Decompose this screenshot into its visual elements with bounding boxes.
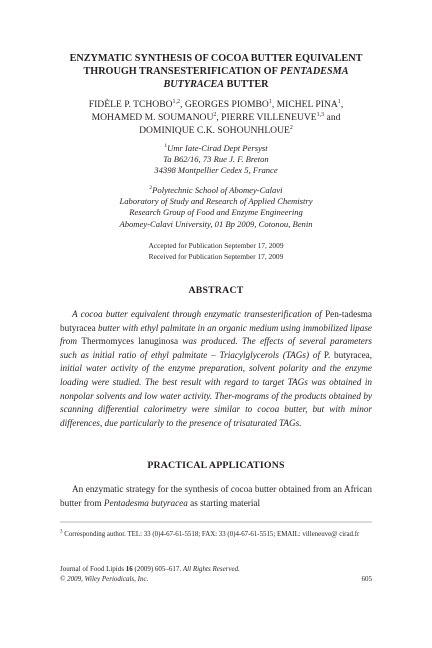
affiliation-line: 34398 Montpellier Cedex 5, France (154, 165, 278, 176)
author-line-2 (56, 112, 376, 125)
affiliation-line: Laboratory of Study and Research of Applied Chemistry (119, 196, 313, 207)
received-date: Received for Publication September 17, 2009 (148, 251, 284, 261)
author-affiliation-mark: 2 (289, 124, 293, 131)
author-separator: , (216, 111, 222, 123)
copyright-line (60, 575, 372, 585)
abstract-species-epithet: butyracea (60, 322, 96, 333)
author-affiliation-mark: 1 (268, 98, 272, 105)
practical-applications-paragraph (60, 483, 372, 510)
title-line-3 (56, 78, 376, 91)
affiliation-mark: 2 (149, 185, 153, 192)
practical-text-1: An enzymatic strategy for the synthesis of cocoa butter obtained from an African butter from (60, 484, 372, 508)
author-line-3 (56, 125, 376, 138)
affiliation-line (56, 185, 376, 196)
abstract-enzyme-source: Thermomyces lanuginosa (81, 336, 179, 347)
author-separator: , (180, 99, 185, 110)
affiliation-line: Research Group of Food and Enzyme Engineering (129, 207, 303, 218)
affiliation-text: Polytechnic School of Abomey-Calavi (152, 185, 283, 195)
abstract-text-3: was produced. The effects of several parameters such as initial ratio of ethyl palmitate – Triacylglycerols (TAGs) of (60, 336, 373, 360)
footnote-text: Corresponding author. TEL: 33 (0)4-67-61-5518; FAX: 33 (0)4-67-61-5515; EMAIL: villeneuve@ cirad.fr (64, 531, 360, 538)
abstract-text-4: , initial water activity of the enzyme preparation, solvent polarity and the enzyme loading were studied. The best result with regard to target TAGs was obtained in nonpolar solvents and low water activity. Ther-mograms of the products obtained by scanning differential calorimetry were similar to cocoa butter, but with minor differences, due particularly to the presence of trisaturated TAGs. (60, 349, 373, 428)
author-affiliation-mark: 1 (337, 98, 341, 105)
journal-rights: All Rights Reserved. (182, 565, 240, 573)
affiliation-2 (56, 185, 376, 230)
author-affiliation-mark: 2 (213, 111, 217, 118)
title-line-2 (56, 65, 376, 78)
title-species-genus: PENTADESMA (280, 66, 349, 77)
author-name: MICHEL PINA (276, 99, 338, 110)
affiliation-1 (56, 143, 376, 177)
corresponding-author-footnote (60, 530, 372, 540)
author-affiliation-mark: 1,3 (316, 111, 325, 118)
author-line-1 (56, 99, 376, 112)
title-species-epithet: BUTYRACEA (163, 79, 225, 90)
author-name: MOHAMED M. SOUMANOU (91, 111, 214, 123)
author-list (56, 99, 376, 137)
affiliation-line: Abomey-Calavi University, 01 Bp 2009, Cotonou, Benin (119, 218, 313, 229)
affiliation-line (56, 143, 376, 154)
abstract-paragraph (60, 308, 372, 430)
citation-line (60, 565, 372, 575)
author-name: FIDÈLE P. TCHOBO (88, 99, 173, 110)
title-line-2-text: THROUGH TRANSESTERIFICATION OF (83, 66, 278, 77)
publication-dates (56, 241, 376, 262)
author-name: GEORGES PIOMBO (184, 99, 269, 110)
affiliation-mark: 1 (164, 143, 168, 150)
author-separator: , (340, 99, 344, 110)
journal-pages: (2009) 605–617. (134, 565, 182, 573)
journal-copyright: © 2009, Wiley Periodicals, Inc. (60, 574, 149, 583)
title-line-3-end: BUTTER (226, 79, 269, 90)
author-name: PIERRE VILLENEUVE (221, 111, 317, 123)
affiliation-line: Ta B62/16, 73 Rue J. F. Breton (163, 154, 269, 165)
article-title (56, 52, 376, 91)
author-name: DOMINIQUE C.K. SOHOUNHLOUE (139, 124, 290, 136)
abstract-text-2: butter with ethyl palmitate in an organic medium using immobilized lipase from (60, 322, 373, 347)
practical-text-2: as starting material (190, 497, 261, 508)
abstract-heading: ABSTRACT (188, 285, 244, 296)
accepted-date: Accepted for Publication September 17, 2009 (148, 241, 284, 250)
journal-citation (60, 565, 372, 584)
abstract-text-1: A cocoa butter equivalent through enzymatic transesterification of (72, 309, 322, 319)
practical-applications-heading: PRACTICAL APPLICATIONS (147, 460, 285, 471)
author-separator: , (271, 99, 277, 110)
author-separator: and (324, 111, 341, 123)
footnote-rule (60, 519, 372, 525)
abstract-species-genus: Pen-tadesma (325, 309, 373, 319)
page-number: 605 (361, 574, 372, 583)
abstract-species-short: P. butyracea (323, 349, 370, 360)
journal-name: Journal of Food Lipids (60, 565, 124, 573)
footnote-mark: 3 (60, 529, 63, 535)
practical-species: Pentadesma butyracea (103, 497, 188, 508)
affiliation-text: Umr Iate-Cirad Dept Persyst (167, 143, 268, 153)
journal-volume: 16 (125, 565, 133, 573)
title-line-1: ENZYMATIC SYNTHESIS OF COCOA BUTTER EQUIVALENT (69, 53, 363, 64)
author-affiliation-mark: 1,2 (172, 98, 181, 105)
